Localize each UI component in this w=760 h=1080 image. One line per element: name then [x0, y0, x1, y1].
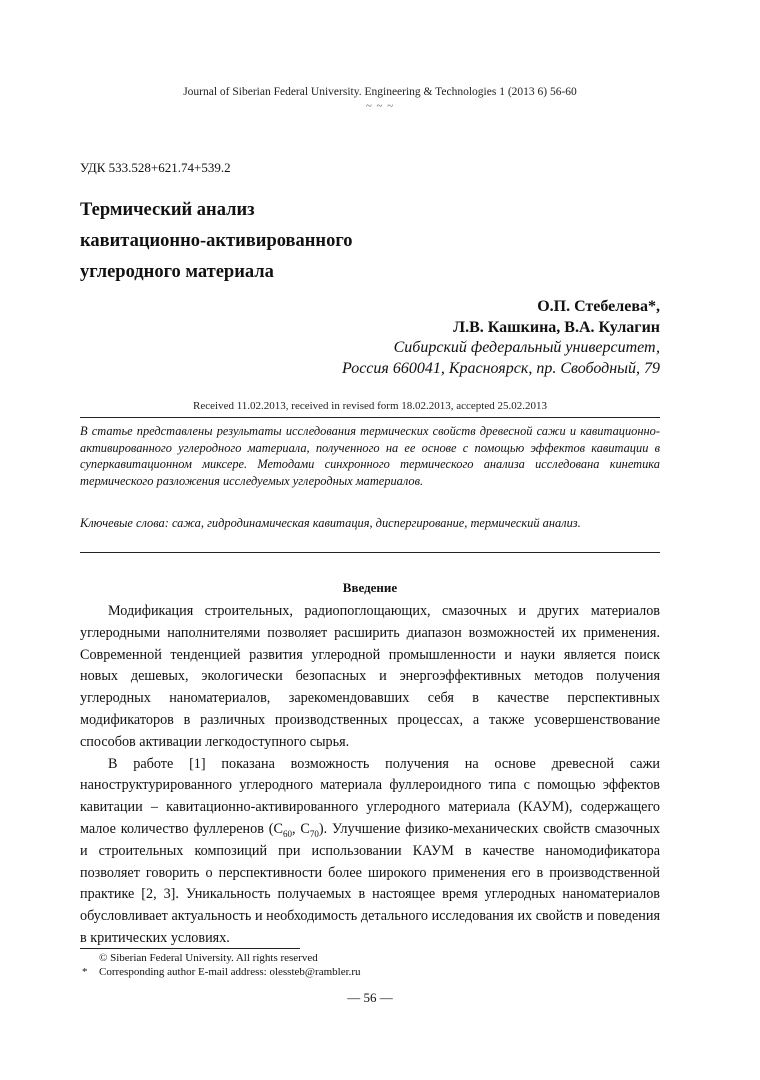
- copyright-footnote: © Siberian Federal University. All rights reserved: [99, 952, 318, 964]
- paragraph-2-part-a: В работе [1] показана возможность получения на основе древесной сажи наноструктурированного углеродного материала фуллероидного типа с помощью эффектов кавитации – кавитационно-активированного углеродного материала (КАУМ), содержащего малое количество фуллеренов (С: [80, 755, 660, 837]
- subscript-70: 70: [309, 828, 319, 839]
- paragraph-2-part-b: , С: [291, 820, 310, 837]
- abstract-bottom-rule: [80, 552, 660, 553]
- affiliation-line-1: Сибирский федеральный университет,: [393, 339, 660, 356]
- authors-line-2: Л.В. Кашкина, В.А. Кулагин: [453, 319, 660, 336]
- footnote-star: *: [82, 966, 88, 978]
- title-line-2: кавитационно-активированного: [80, 231, 353, 251]
- udk-code: УДК 533.528+621.74+539.2: [80, 160, 231, 175]
- title-line-1: Термический анализ: [80, 200, 255, 220]
- affiliation-line-2: Россия 660041, Красноярск, пр. Свободный, 79: [342, 360, 660, 377]
- footnote-rule: [80, 948, 300, 949]
- header-ornament: ~ ~ ~: [365, 100, 395, 112]
- corresponding-author-footnote: Corresponding author E-mail address: olessteb@rambler.ru: [99, 966, 361, 978]
- abstract: В статье представлены результаты исследования термических свойств древесной сажи и кавитационно-активированного углеродного материала, полученного на ее основе с помощью эффектов кавитации в суперкавитационном миксере. Методами синхронного термического анализа исследована кинетика термического разложения исследуемых углеродных материалов.: [80, 424, 660, 488]
- journal-header: Journal of Siberian Federal University. Engineering & Technologies 1 (2013 6) 56-60: [183, 86, 577, 98]
- abstract-top-rule: [80, 417, 660, 418]
- paragraph-2-part-c: ). Улучшение физико-механических свойств смазочных и строительных композиций при использовании КАУМ в качестве наномодификатора позволяет говорить о перспективности более широкого применения его в производственной практике [2, 3]. Уникальность получаемых в настоящее время углеродных наноматериалов обусловливает актуальность и необходимость детального исследования их свойств и поведения в критических условиях.: [80, 820, 660, 946]
- subscript-60: 60: [282, 828, 292, 839]
- authors-line-1: О.П. Стебелева*,: [537, 298, 660, 315]
- section-title: Введение: [342, 580, 398, 595]
- title-line-3: углеродного материала: [80, 262, 274, 282]
- paragraph-2: [80, 754, 660, 950]
- paragraph-1: Модификация строительных, радиопоглощающих, смазочных и других материалов углеродными наполнителями позволяет расширить диапазон возможностей их применения. Современной тенденцией развития углеродной промышленности и науки является поиск новых дешевых, экологически безопасных и энергоэффективных методов получения углеродных наноматериалов, зарекомендовавших себя в качестве перспективных модификаторов в различных производственных процессах, а также усовершенствование способов активации легкодоступного сырья.: [80, 603, 660, 750]
- keywords: Ключевые слова: сажа, гидродинамическая кавитация, диспергирование, термический анализ.: [80, 516, 581, 530]
- body-text: [80, 601, 660, 950]
- page-number: — 56 —: [347, 990, 393, 1005]
- article-title: [80, 195, 560, 288]
- received-dates: Received 11.02.2013, received in revised form 18.02.2013, accepted 25.02.2013: [193, 400, 547, 412]
